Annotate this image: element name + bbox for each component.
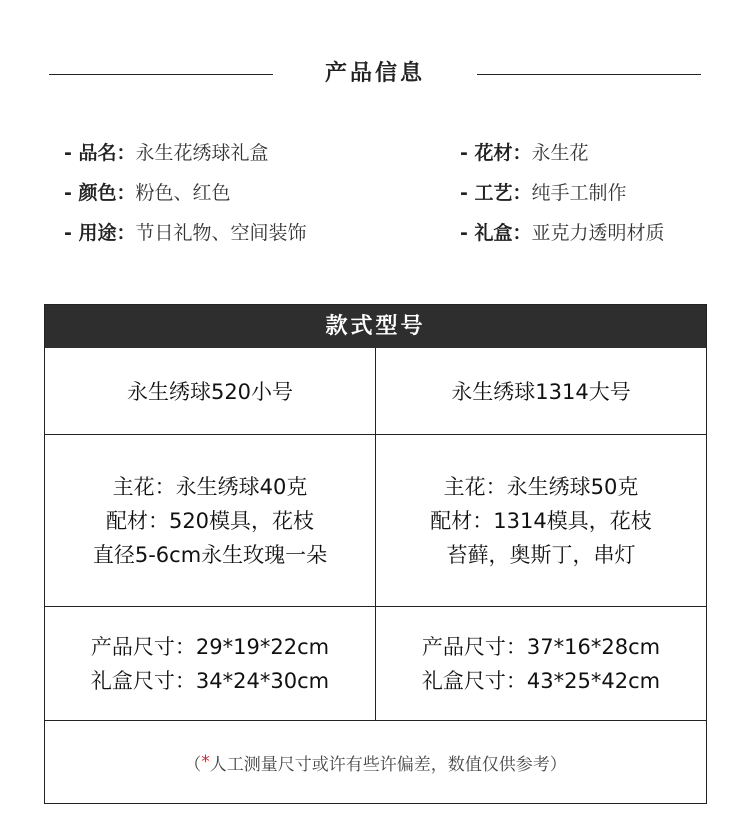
materials-large [376,435,706,606]
info-item-craft [460,176,665,216]
page-title: 产品信息 [324,61,425,86]
materials-line: 直径5-6cm永生玫瑰一朵 [92,542,328,567]
info-label: - 品名： [64,142,136,164]
materials-line: 主花：永生绣球50克 [443,474,639,499]
info-item-flower [460,136,665,176]
materials-line: 主花：永生绣球40克 [112,474,308,499]
info-value: 粉色、红色 [135,182,231,204]
size-line: 产品尺寸：37*16*28cm [421,634,661,659]
info-label: - 花材： [460,142,532,164]
model-table [44,304,707,804]
heading-rule-right [477,74,701,75]
size-line: 礼盒尺寸：43*25*42cm [421,668,661,693]
model-name-small [45,349,375,434]
table-title: 款式型号 [45,305,706,348]
info-value: 永生花 [531,142,589,164]
info-label: - 用途： [64,222,136,244]
materials-line: 苔藓，奥斯丁，串灯 [446,542,636,567]
materials-line: 配材：520模具，花枝 [105,508,315,533]
info-item-name [64,136,307,176]
info-item-usage [64,216,307,256]
info-column-right [460,136,665,256]
measurement-note [45,721,706,803]
info-item-color [64,176,307,216]
sizes-large [376,607,706,720]
note-open-paren: （ [184,754,202,775]
model-name-large [376,349,706,434]
info-column-left [64,136,307,256]
info-label: - 颜色： [64,182,136,204]
note-text: 人工测量尺寸或许有些许偏差，数值仅供参考 [209,754,550,775]
info-value: 永生花绣球礼盒 [135,142,269,164]
info-value: 纯手工制作 [531,182,627,204]
note-close-paren: ） [549,754,567,775]
section-heading [0,56,750,92]
model-name: 永生绣球520小号 [126,379,294,404]
materials-line: 配材：1314模具，花枝 [430,508,652,533]
info-item-giftbox [460,216,665,256]
sizes-small [45,607,375,720]
info-value: 亚克力透明材质 [531,222,665,244]
size-line: 产品尺寸：29*19*22cm [90,634,330,659]
info-value: 节日礼物、空间装饰 [135,222,307,244]
model-name: 永生绣球1314大号 [451,379,631,404]
note-star: * [201,752,210,772]
info-label: - 工艺： [460,182,532,204]
materials-small [45,435,375,606]
info-label: - 礼盒： [460,222,532,244]
size-line: 礼盒尺寸：34*24*30cm [90,668,330,693]
